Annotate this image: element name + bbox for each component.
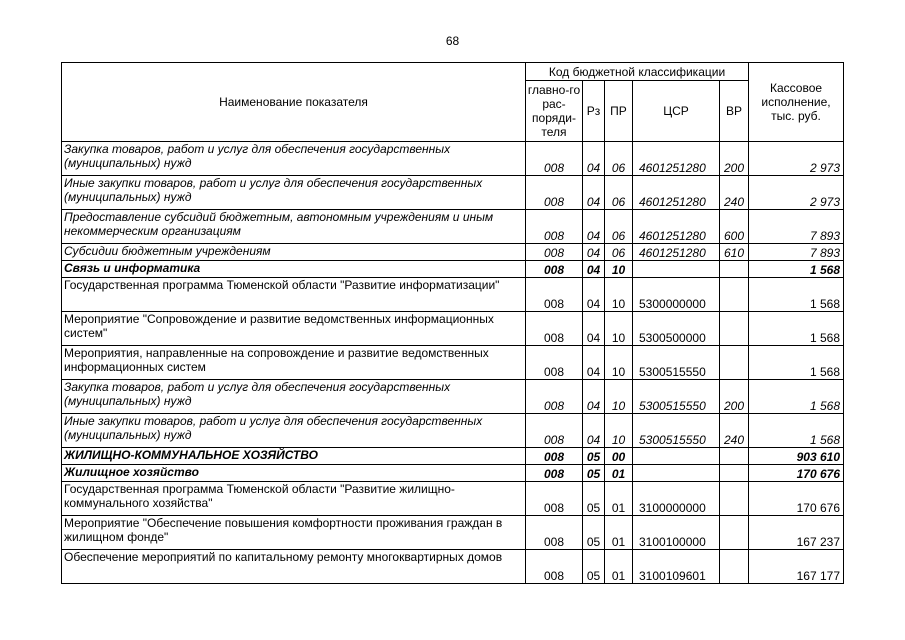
row-rz-code: 04 (583, 244, 605, 261)
row-vr-code (720, 465, 749, 482)
row-rz-code: 04 (583, 380, 605, 414)
row-csr-code (633, 465, 720, 482)
row-amount: 1 568 (749, 261, 844, 278)
row-vr-code (720, 312, 749, 346)
row-glav-code: 008 (526, 516, 583, 550)
row-pr-code: 01 (605, 465, 633, 482)
row-name: Мероприятия, направленные на сопровождение и развитие ведомственных информационных систем (62, 346, 526, 380)
row-csr-code: 4601251280 (633, 210, 720, 244)
row-rz-code: 04 (583, 346, 605, 380)
header-glavny: главно-го рас-поряди-теля (526, 81, 583, 142)
row-glav-code: 008 (526, 244, 583, 261)
table-row (62, 414, 844, 448)
row-vr-code (720, 516, 749, 550)
row-name: Связь и информатика (62, 261, 526, 278)
row-amount: 903 610 (749, 448, 844, 465)
table-row (62, 244, 844, 261)
row-glav-code: 008 (526, 176, 583, 210)
row-glav-code: 008 (526, 312, 583, 346)
row-csr-code: 4601251280 (633, 244, 720, 261)
row-pr-code: 10 (605, 278, 633, 312)
budget-table (61, 62, 844, 584)
row-vr-code: 610 (720, 244, 749, 261)
row-pr-code: 10 (605, 380, 633, 414)
row-name: Субсидии бюджетным учреждениям (62, 244, 526, 261)
row-vr-code: 240 (720, 176, 749, 210)
row-pr-code: 10 (605, 414, 633, 448)
row-rz-code: 04 (583, 176, 605, 210)
row-name: Обеспечение мероприятий по капитальному ремонту многоквартирных домов (62, 550, 526, 584)
row-amount: 167 237 (749, 516, 844, 550)
row-csr-code: 4601251280 (633, 142, 720, 176)
row-glav-code: 008 (526, 380, 583, 414)
row-csr-code: 5300500000 (633, 312, 720, 346)
row-pr-code: 06 (605, 176, 633, 210)
table-row (62, 176, 844, 210)
table-row (62, 380, 844, 414)
row-csr-code: 5300515550 (633, 380, 720, 414)
row-glav-code: 008 (526, 550, 583, 584)
row-csr-code: 4601251280 (633, 176, 720, 210)
row-vr-code (720, 550, 749, 584)
page-number: 68 (445, 34, 460, 48)
row-amount: 1 568 (749, 414, 844, 448)
row-vr-code (720, 261, 749, 278)
row-glav-code: 008 (526, 482, 583, 516)
row-rz-code: 04 (583, 210, 605, 244)
row-pr-code: 06 (605, 210, 633, 244)
row-name: Предоставление субсидий бюджетным, автономным учреждениям и иным некоммерческим организациям (62, 210, 526, 244)
row-pr-code: 01 (605, 516, 633, 550)
row-amount: 7 893 (749, 244, 844, 261)
row-amount: 2 973 (749, 176, 844, 210)
row-name: Закупка товаров, работ и услуг для обеспечения государственных (муниципальных) нужд (62, 380, 526, 414)
table-row (62, 516, 844, 550)
row-rz-code: 05 (583, 482, 605, 516)
row-pr-code: 01 (605, 550, 633, 584)
row-csr-code: 5300515550 (633, 414, 720, 448)
row-name: Жилищное хозяйство (62, 465, 526, 482)
row-name: Иные закупки товаров, работ и услуг для обеспечения государственных (муниципальных) нужд (62, 414, 526, 448)
row-glav-code: 008 (526, 465, 583, 482)
row-pr-code: 01 (605, 482, 633, 516)
table-header (62, 63, 844, 142)
row-csr-code: 5300000000 (633, 278, 720, 312)
row-glav-code: 008 (526, 346, 583, 380)
row-rz-code: 04 (583, 278, 605, 312)
row-vr-code (720, 278, 749, 312)
row-amount: 1 568 (749, 312, 844, 346)
row-vr-code (720, 346, 749, 380)
row-pr-code: 06 (605, 244, 633, 261)
row-name: Иные закупки товаров, работ и услуг для обеспечения государственных (муниципальных) нужд (62, 176, 526, 210)
table-row (62, 261, 844, 278)
header-rz: Рз (583, 81, 605, 142)
row-amount: 2 973 (749, 142, 844, 176)
row-csr-code: 5300515550 (633, 346, 720, 380)
table-row (62, 142, 844, 176)
row-rz-code: 04 (583, 414, 605, 448)
table-row (62, 312, 844, 346)
header-vr: ВР (720, 81, 749, 142)
row-csr-code: 3100100000 (633, 516, 720, 550)
table-row (62, 482, 844, 516)
row-name: Государственная программа Тюменской области "Развитие жилищно-коммунального хозяйства" (62, 482, 526, 516)
table-body (62, 142, 844, 584)
header-code-group: Код бюджетной классификации (526, 63, 749, 81)
row-amount: 1 568 (749, 380, 844, 414)
row-csr-code (633, 261, 720, 278)
row-name: ЖИЛИЩНО-КОММУНАЛЬНОЕ ХОЗЯЙСТВО (62, 448, 526, 465)
row-rz-code: 04 (583, 312, 605, 346)
row-vr-code (720, 482, 749, 516)
row-pr-code: 10 (605, 261, 633, 278)
row-pr-code: 06 (605, 142, 633, 176)
row-amount: 170 676 (749, 482, 844, 516)
row-csr-code: 3100000000 (633, 482, 720, 516)
row-glav-code: 008 (526, 278, 583, 312)
row-rz-code: 04 (583, 142, 605, 176)
row-vr-code (720, 448, 749, 465)
row-name: Закупка товаров, работ и услуг для обеспечения государственных (муниципальных) нужд (62, 142, 526, 176)
row-rz-code: 05 (583, 550, 605, 584)
row-pr-code: 00 (605, 448, 633, 465)
row-amount: 167 177 (749, 550, 844, 584)
row-rz-code: 05 (583, 516, 605, 550)
row-vr-code: 240 (720, 414, 749, 448)
row-vr-code: 200 (720, 380, 749, 414)
row-csr-code (633, 448, 720, 465)
row-csr-code: 3100109601 (633, 550, 720, 584)
row-glav-code: 008 (526, 414, 583, 448)
row-amount: 1 568 (749, 346, 844, 380)
header-pr: ПР (605, 81, 633, 142)
table-row (62, 210, 844, 244)
row-vr-code: 200 (720, 142, 749, 176)
row-rz-code: 05 (583, 448, 605, 465)
table-row (62, 278, 844, 312)
row-glav-code: 008 (526, 210, 583, 244)
row-glav-code: 008 (526, 142, 583, 176)
row-vr-code: 600 (720, 210, 749, 244)
table-row (62, 465, 844, 482)
row-rz-code: 04 (583, 261, 605, 278)
row-name: Государственная программа Тюменской области "Развитие информатизации" (62, 278, 526, 312)
row-pr-code: 10 (605, 312, 633, 346)
header-name: Наименование показателя (62, 63, 526, 142)
table-row (62, 448, 844, 465)
row-name: Мероприятие "Сопровождение и развитие ведомственных информационных систем" (62, 312, 526, 346)
row-amount: 7 893 (749, 210, 844, 244)
row-glav-code: 008 (526, 448, 583, 465)
row-glav-code: 008 (526, 261, 583, 278)
row-amount: 1 568 (749, 278, 844, 312)
row-rz-code: 05 (583, 465, 605, 482)
table-row (62, 346, 844, 380)
header-csr: ЦСР (633, 81, 720, 142)
row-pr-code: 10 (605, 346, 633, 380)
row-name: Мероприятие "Обеспечение повышения комфортности проживания граждан в жилищном фонде" (62, 516, 526, 550)
header-amount: Кассовое исполнение, тыс. руб. (749, 63, 844, 142)
row-amount: 170 676 (749, 465, 844, 482)
table-row (62, 550, 844, 584)
